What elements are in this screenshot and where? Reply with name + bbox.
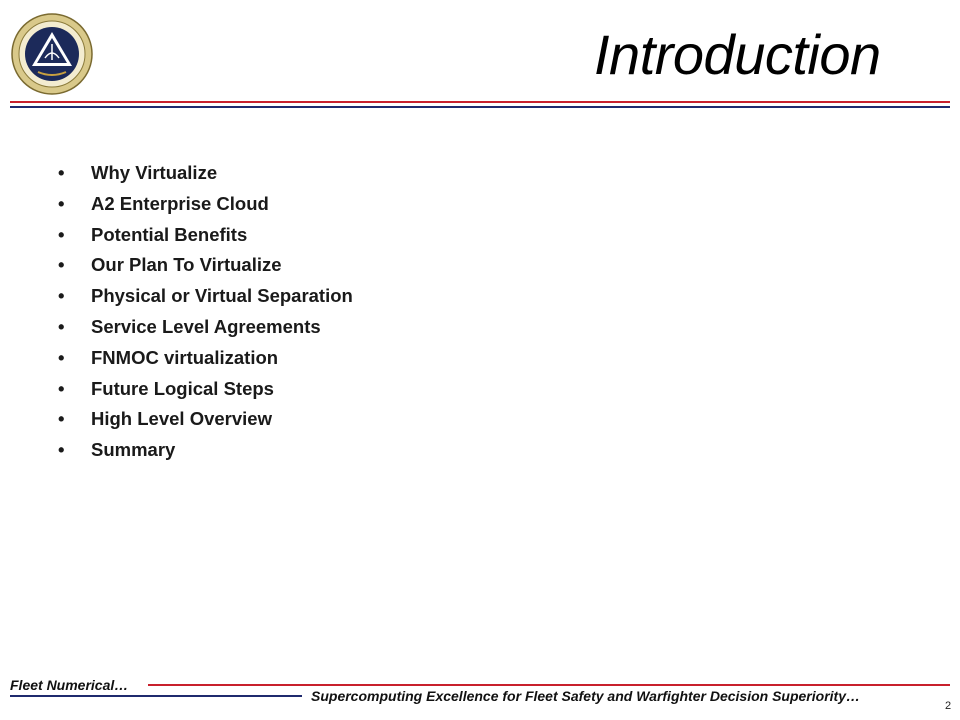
list-item: • Potential Benefits (58, 223, 248, 245)
bullet-text: Physical or Virtual Separation (91, 285, 353, 307)
bullet-text: Service Level Agreements (91, 315, 321, 337)
bullet-text: Why Virtualize (91, 162, 218, 183)
bullet-text: Summary (91, 439, 176, 461)
list-item: • High Level Overview (58, 408, 272, 430)
header-rule-blue (10, 106, 950, 108)
agenda-list (58, 158, 353, 466)
bullet-text: Potential Benefits (91, 223, 248, 245)
bullet-text: Our Plan To Virtualize (91, 254, 282, 276)
list-item: • Summary (58, 439, 176, 461)
fleet-numerical-seal-icon (10, 12, 94, 96)
list-item: • Service Level Agreements (58, 315, 321, 337)
footer-left-text: Fleet Numerical… (10, 677, 129, 693)
bullet-text: High Level Overview (91, 408, 272, 430)
footer-rule-red (148, 684, 950, 686)
footer-tagline: Supercomputing Excellence for Fleet Safety and Warfighter Decision Superiority… (311, 688, 860, 704)
bullet-text: A2 Enterprise Cloud (91, 192, 269, 214)
list-item: • FNMOC virtualization (58, 346, 279, 368)
list-item: • Our Plan To Virtualize (58, 254, 282, 276)
slide-title: Introduction (594, 23, 881, 86)
list-item: • A2 Enterprise Cloud (58, 192, 269, 214)
list-item: • Why Virtualize (58, 162, 218, 183)
bullet-text: Future Logical Steps (91, 377, 274, 399)
page-number: 2 (945, 700, 952, 712)
footer-rule-blue (10, 695, 302, 697)
list-item: • Physical or Virtual Separation (58, 285, 353, 307)
header-rule-red (10, 101, 950, 103)
bullet-text: FNMOC virtualization (91, 346, 279, 368)
list-item: • Future Logical Steps (58, 377, 274, 399)
